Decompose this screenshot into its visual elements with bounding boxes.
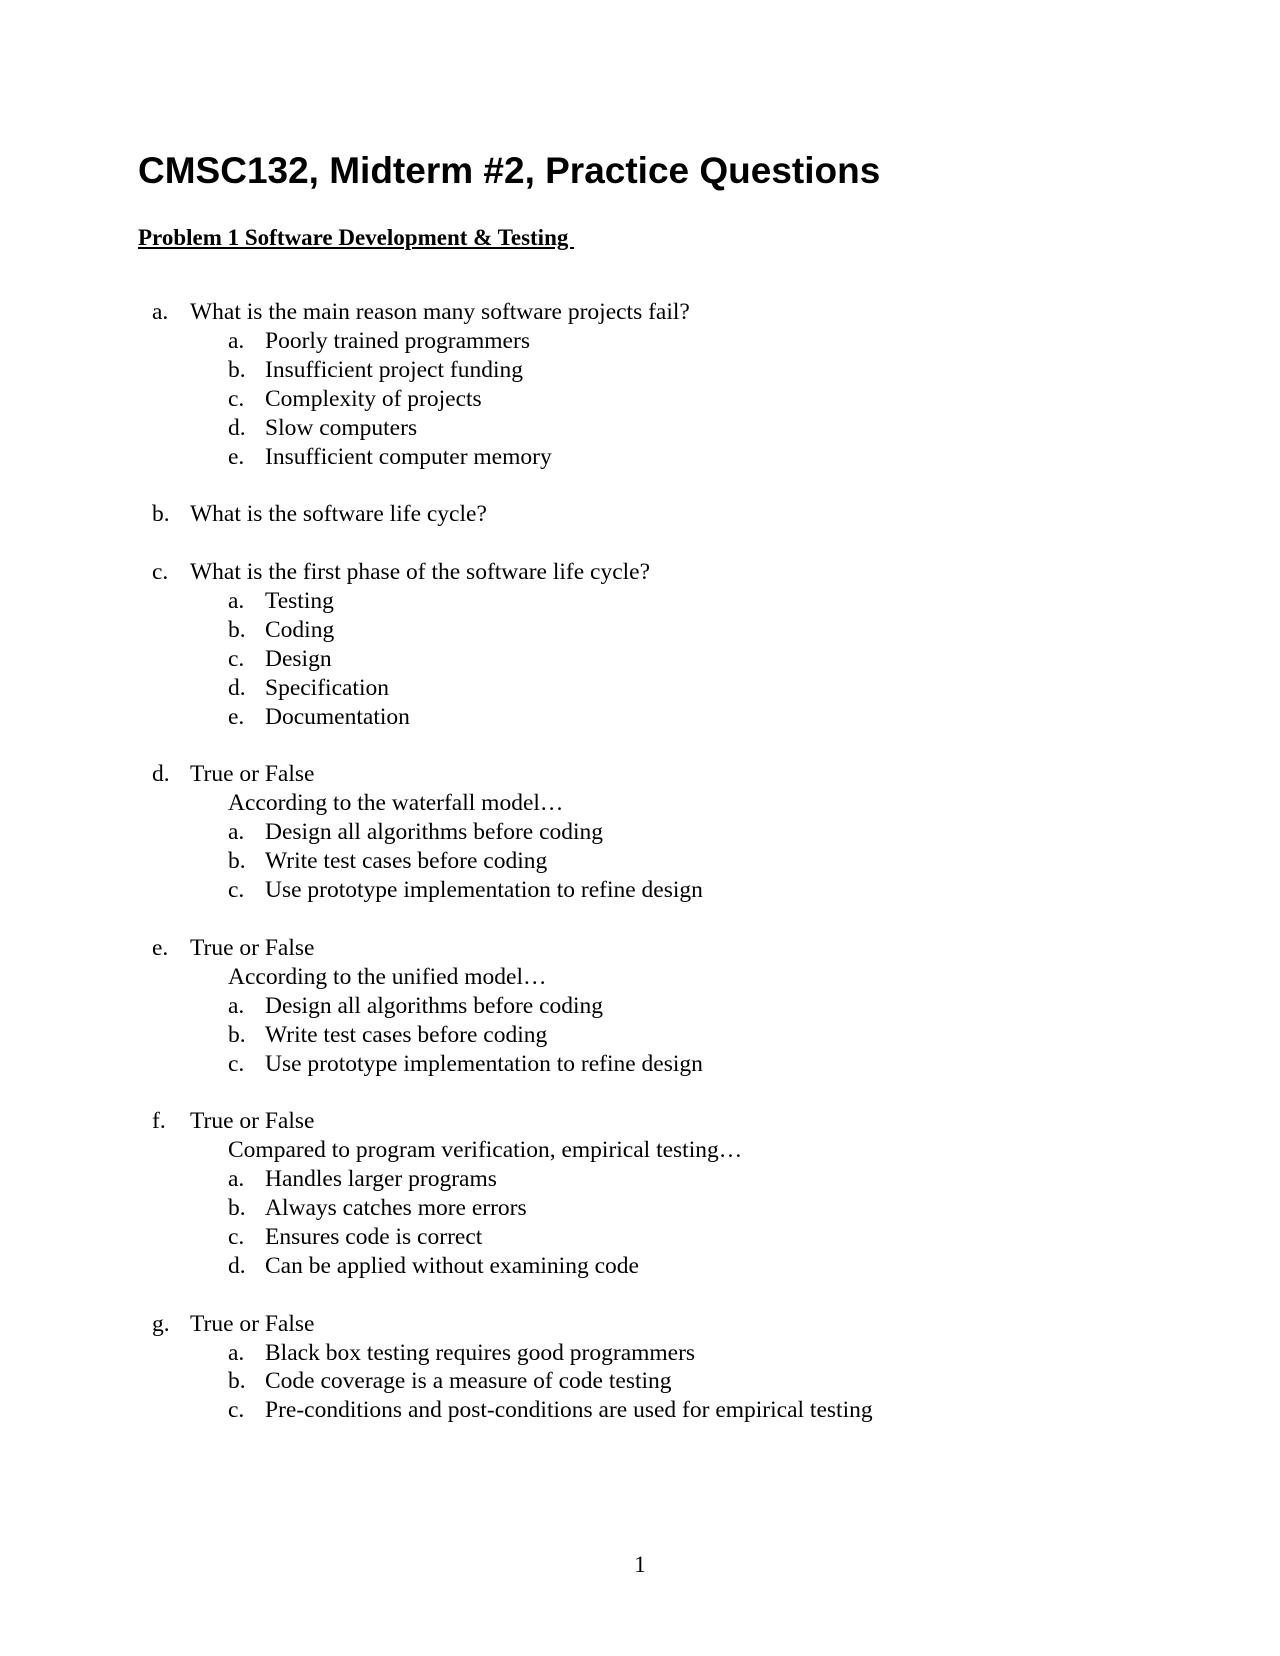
option-text: Documentation	[265, 703, 410, 730]
option-text: Code coverage is a measure of code testing	[265, 1368, 672, 1395]
option-text: Black box testing requires good programmers	[265, 1339, 696, 1366]
option-text: Write test cases before coding	[265, 1021, 548, 1048]
answer-option	[190, 818, 1138, 847]
question-marker: g.	[152, 1310, 170, 1337]
option-text: Pre-conditions and post-conditions are used for empirical testing	[265, 1397, 873, 1424]
answer-option	[190, 1223, 1138, 1252]
option-marker: a.	[228, 992, 245, 1019]
answer-option	[190, 847, 1138, 876]
question-intro: Compared to program verification, empirical testing…	[228, 1137, 743, 1164]
question-text: True or False	[190, 761, 315, 788]
answer-option	[190, 616, 1138, 645]
question-text: True or False	[190, 1310, 315, 1337]
option-marker: d.	[228, 1252, 246, 1279]
option-marker: c.	[228, 1397, 245, 1424]
option-text: Design all algorithms before coding	[265, 819, 604, 846]
option-text: Testing	[265, 588, 334, 615]
answer-option	[190, 1367, 1138, 1396]
option-marker: c.	[228, 1050, 245, 1077]
question-list	[138, 298, 1138, 1454]
option-marker: e.	[228, 703, 245, 730]
answer-option	[190, 703, 1138, 732]
page-number: 1	[634, 1552, 646, 1577]
answer-option	[190, 443, 1138, 472]
option-marker: d.	[228, 414, 246, 441]
question-text: What is the software life cycle?	[190, 501, 487, 528]
option-marker: a.	[228, 1339, 245, 1366]
question-item	[138, 934, 1138, 1079]
question-item	[138, 298, 1138, 471]
answer-option	[190, 385, 1138, 414]
option-text: Insufficient computer memory	[265, 443, 552, 470]
problem-heading: Problem 1 Software Development & Testing	[138, 225, 575, 250]
option-text: Ensures code is correct	[265, 1223, 483, 1250]
option-marker: b.	[228, 1021, 246, 1048]
answer-option	[190, 992, 1138, 1021]
option-list	[190, 992, 1138, 1079]
answer-option	[190, 587, 1138, 616]
question-text: What is the first phase of the software life cycle?	[190, 559, 651, 586]
question-item	[138, 1107, 1138, 1280]
document-title: CMSC132, Midterm #2, Practice Questions	[138, 150, 881, 191]
option-list	[190, 1165, 1138, 1281]
option-text: Always catches more errors	[265, 1195, 527, 1222]
question-item	[138, 558, 1138, 731]
option-marker: a.	[228, 327, 245, 354]
option-text: Specification	[265, 674, 389, 701]
answer-option	[190, 1194, 1138, 1223]
option-text: Write test cases before coding	[265, 848, 548, 875]
answer-option	[190, 414, 1138, 443]
question-item	[138, 1310, 1138, 1426]
option-marker: c.	[228, 877, 245, 904]
question-intro: According to the unified model…	[228, 963, 547, 990]
option-text: Design	[265, 645, 332, 672]
option-list	[190, 818, 1138, 905]
answer-option	[190, 1021, 1138, 1050]
question-marker: f.	[152, 1108, 166, 1135]
option-marker: a.	[228, 819, 245, 846]
question-text: True or False	[190, 934, 315, 961]
option-marker: b.	[228, 1195, 246, 1222]
question-marker: c.	[152, 559, 169, 586]
question-marker: b.	[152, 501, 170, 528]
option-marker: b.	[228, 356, 246, 383]
option-list	[190, 1339, 1138, 1426]
question-text: True or False	[190, 1108, 315, 1135]
option-marker: a.	[228, 588, 245, 615]
answer-option	[190, 1050, 1138, 1079]
option-marker: b.	[228, 848, 246, 875]
answer-option	[190, 674, 1138, 703]
question-intro: According to the waterfall model…	[228, 790, 564, 817]
option-text: Slow computers	[265, 414, 418, 441]
option-text: Design all algorithms before coding	[265, 992, 604, 1019]
option-marker: d.	[228, 674, 246, 701]
option-text: Poorly trained programmers	[265, 327, 530, 354]
option-list	[190, 587, 1138, 732]
answer-option	[190, 645, 1138, 674]
option-text: Can be applied without examining code	[265, 1252, 639, 1279]
option-marker: c.	[228, 645, 245, 672]
question-marker: a.	[152, 299, 169, 325]
option-text: Use prototype implementation to refine design	[265, 1050, 703, 1077]
answer-option	[190, 356, 1138, 385]
answer-option	[190, 1396, 1138, 1425]
question-item	[138, 500, 1138, 529]
answer-option	[190, 876, 1138, 905]
question-text: What is the main reason many software projects fail?	[190, 299, 690, 325]
option-text: Handles larger programs	[265, 1166, 497, 1193]
question-marker: e.	[152, 934, 169, 961]
answer-option	[190, 327, 1138, 356]
question-marker: d.	[152, 761, 170, 788]
question-item	[138, 760, 1138, 905]
option-marker: a.	[228, 1166, 245, 1193]
answer-option	[190, 1165, 1138, 1194]
option-text: Insufficient project funding	[265, 356, 523, 383]
option-marker: c.	[228, 1223, 245, 1250]
option-marker: c.	[228, 385, 245, 412]
option-marker: b.	[228, 1368, 246, 1395]
option-marker: e.	[228, 443, 245, 470]
option-list	[190, 327, 1138, 472]
option-text: Coding	[265, 616, 335, 643]
option-marker: b.	[228, 616, 246, 643]
option-text: Use prototype implementation to refine design	[265, 877, 703, 904]
answer-option	[190, 1252, 1138, 1281]
option-text: Complexity of projects	[265, 385, 482, 412]
answer-option	[190, 1339, 1138, 1368]
